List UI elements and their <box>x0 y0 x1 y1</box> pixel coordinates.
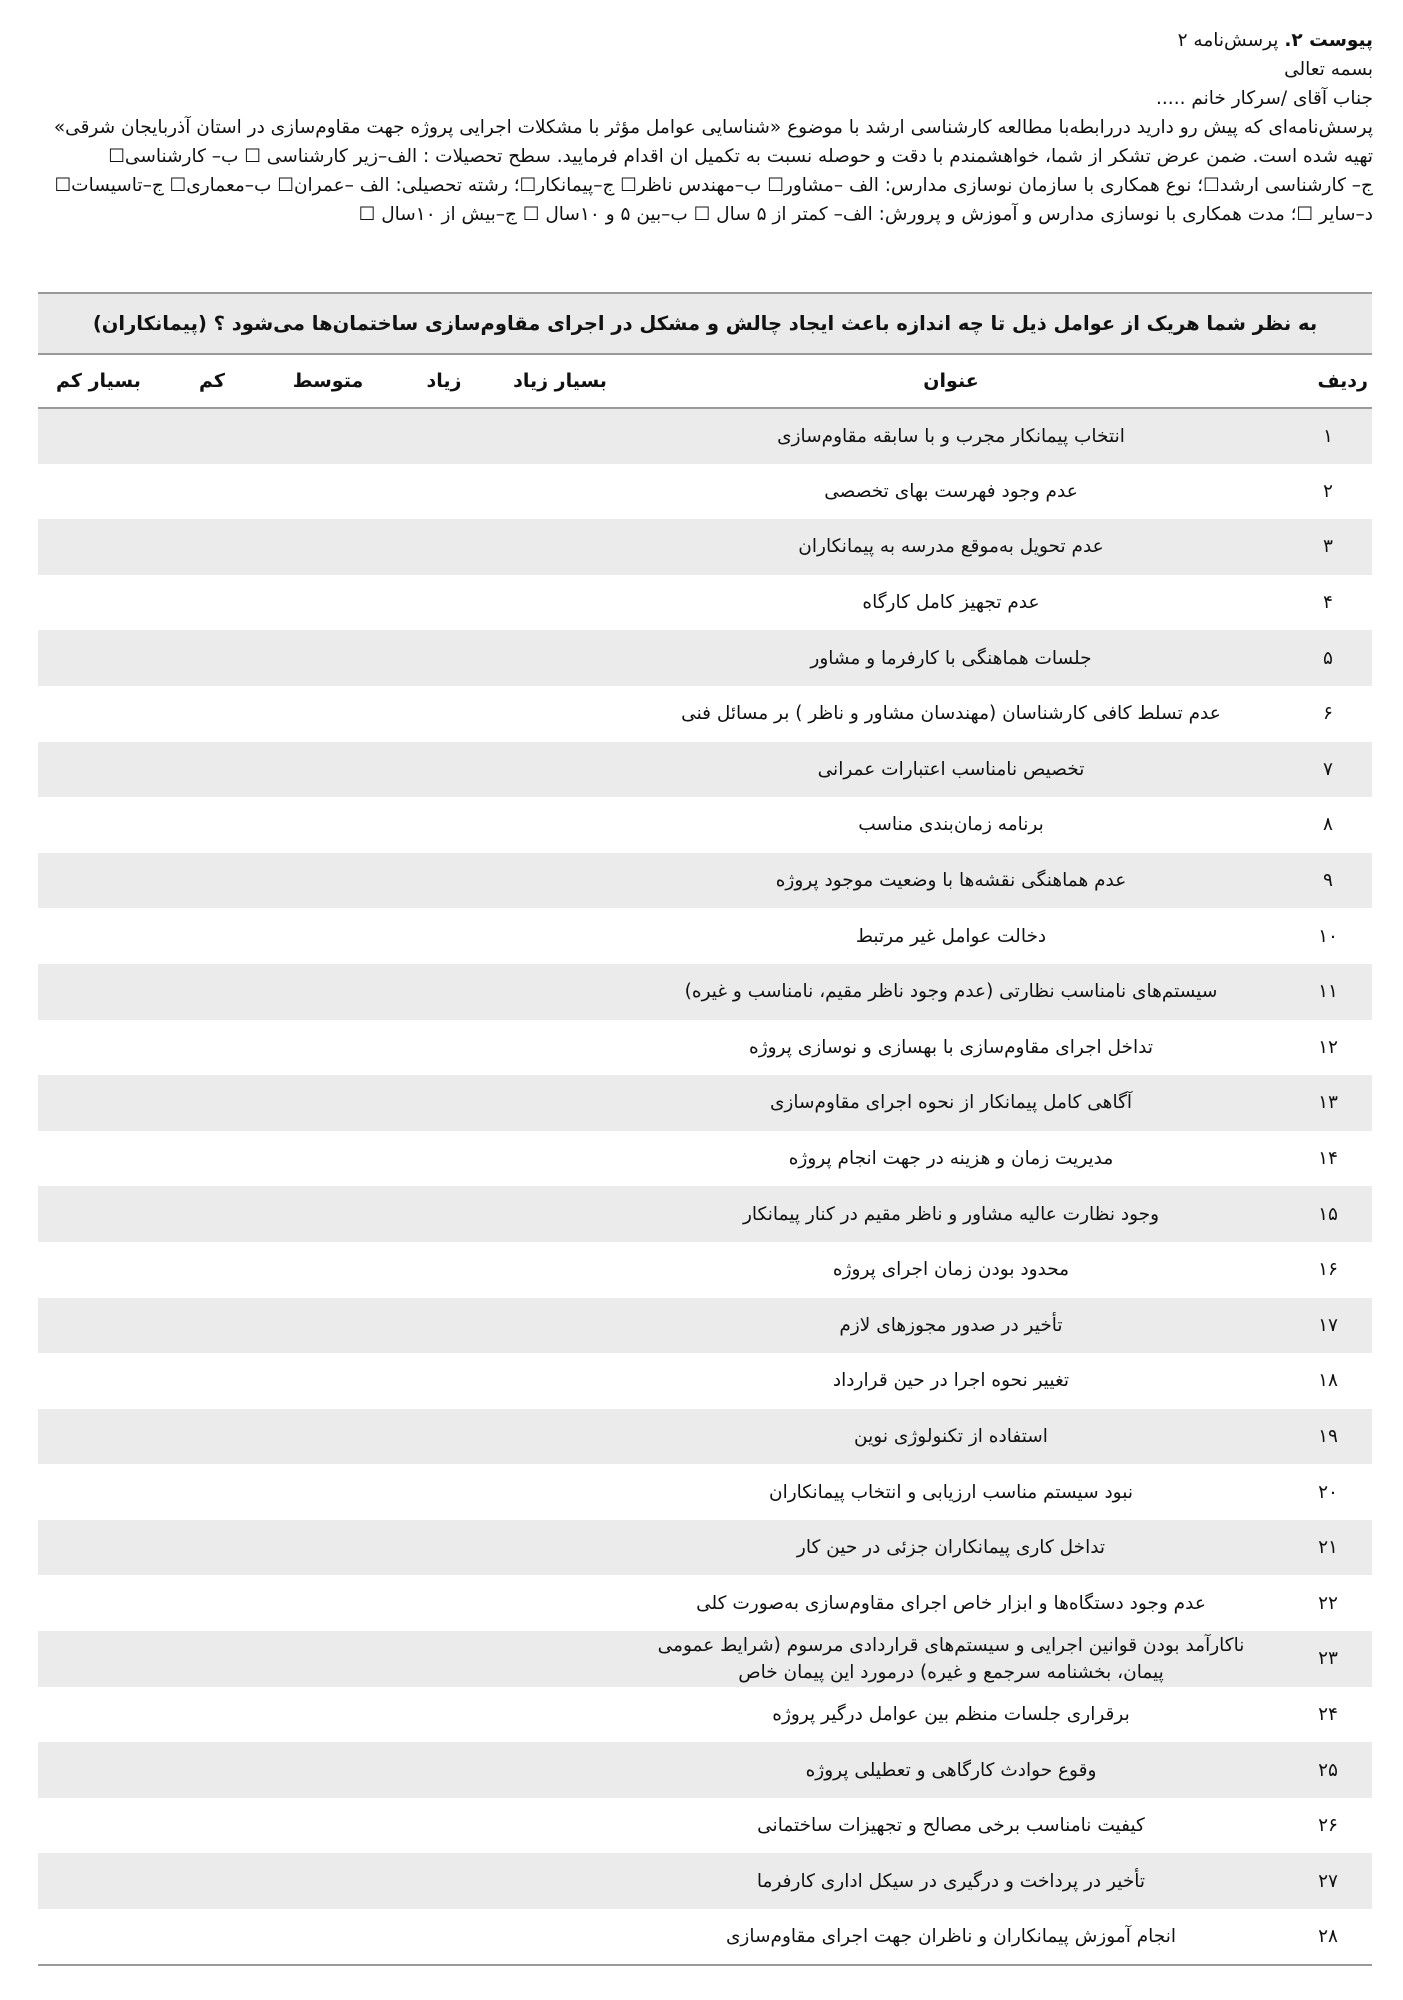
row-title: وقوع حوادث کارگاهی و تعطیلی پروژه <box>618 1742 1284 1798</box>
row-title: استفاده از تکنولوژی نوین <box>618 1409 1284 1465</box>
rating-cell-medium[interactable] <box>270 1020 386 1076</box>
rating-cell-low[interactable] <box>154 1631 270 1687</box>
rating-cell-very-high[interactable] <box>502 1020 618 1076</box>
row-number: ۱ <box>1284 408 1372 464</box>
rating-cell-very-high[interactable] <box>502 686 618 742</box>
header-medium: متوسط <box>270 354 386 408</box>
rating-cell-medium[interactable] <box>270 908 386 964</box>
row-title: تغییر نحوه اجرا در حین قرارداد <box>832 1370 1070 1392</box>
rating-cell-low[interactable] <box>154 1798 270 1854</box>
table-row <box>38 1353 1372 1409</box>
rating-cell-medium[interactable] <box>270 1186 386 1242</box>
row-title: سیستم‌های نامناسب نظارتی (عدم وجود ناظر مقیم، نامناسب و غیره) <box>618 964 1284 1020</box>
rating-cell-high[interactable] <box>386 853 502 909</box>
rating-cell-very-low[interactable] <box>38 464 154 520</box>
rating-cell-medium[interactable] <box>270 1687 386 1743</box>
rating-cell-medium[interactable] <box>270 1409 386 1465</box>
rating-cell-low[interactable] <box>154 575 270 631</box>
rating-cell-medium[interactable] <box>270 1075 386 1131</box>
rating-cell-medium[interactable] <box>270 630 386 686</box>
row-title <box>618 1631 1284 1687</box>
row-title: نبود سیستم مناسب ارزیابی و انتخاب پیمانکاران <box>769 1481 1133 1503</box>
rating-cell-low[interactable] <box>154 1742 270 1798</box>
row-number: ۷ <box>1284 742 1372 798</box>
table-row <box>38 1909 1372 1965</box>
rating-cell-low[interactable] <box>154 1186 270 1242</box>
intro-paragraph-line-3: ج– کارشناسی ارشد☐؛ نوع همکاری با سازمان نوسازی مدارس: الف –مشاور☐ ب–مهندس ناظر☐ ج–پیمانکار☐؛ رشته تحصیلی: الف –عمران☐ ب–معماری☐ ج–تاسیسات☐ <box>54 175 1373 196</box>
rating-cell-high[interactable] <box>386 575 502 631</box>
rating-cell-very-low[interactable] <box>38 1242 154 1298</box>
table-row <box>38 1242 1372 1298</box>
rating-cell-high[interactable] <box>386 1742 502 1798</box>
rating-cell-low[interactable] <box>154 1242 270 1298</box>
row-title: عدم تسلط کافی کارشناسان (مهندسان مشاور و ناظر ) بر مسائل فنی <box>681 703 1221 725</box>
appendix-heading <box>28 26 1373 55</box>
rating-cell-very-high[interactable] <box>502 1687 618 1743</box>
rating-cell-low[interactable] <box>154 519 270 575</box>
rating-cell-very-high[interactable] <box>502 1853 618 1909</box>
row-number: ۲۱ <box>1284 1520 1372 1576</box>
row-number: ۱۳ <box>1284 1075 1372 1131</box>
table-row <box>38 1575 1372 1631</box>
rating-cell-low[interactable] <box>154 1575 270 1631</box>
rating-cell-medium[interactable] <box>270 464 386 520</box>
row-title: برقراری جلسات منظم بین عوامل درگیر پروژه <box>772 1703 1130 1725</box>
rating-cell-high[interactable] <box>386 797 502 853</box>
rating-cell-low[interactable] <box>154 1075 270 1131</box>
rating-cell-very-low[interactable] <box>38 797 154 853</box>
row-title: محدود بودن زمان اجرای پروژه <box>832 1259 1070 1281</box>
header-high: زیاد <box>386 354 502 408</box>
rating-cell-medium[interactable] <box>270 1742 386 1798</box>
rating-cell-very-low[interactable] <box>38 1853 154 1909</box>
rating-cell-low[interactable] <box>154 1353 270 1409</box>
table-row <box>38 1409 1372 1465</box>
rating-cell-very-high[interactable] <box>502 1742 618 1798</box>
rating-cell-very-low[interactable] <box>38 519 154 575</box>
rating-cell-high[interactable] <box>386 464 502 520</box>
row-number: ۲۵ <box>1284 1742 1372 1798</box>
rating-cell-very-high[interactable] <box>502 1520 618 1576</box>
rating-cell-high[interactable] <box>386 1575 502 1631</box>
rating-cell-low[interactable] <box>154 408 270 464</box>
rating-cell-medium[interactable] <box>270 408 386 464</box>
row-title: عدم هماهنگی نقشه‌ها با وضعیت موجود پروژه <box>618 853 1284 909</box>
table-title-row <box>38 293 1372 354</box>
table-row <box>38 1853 1372 1909</box>
rating-cell-high[interactable] <box>386 1131 502 1187</box>
header-very-high: بسیار زیاد <box>502 354 618 408</box>
rating-cell-very-high[interactable] <box>502 1464 618 1520</box>
rating-cell-low[interactable] <box>154 1520 270 1576</box>
row-number: ۲۲ <box>1318 1592 1338 1614</box>
table-row <box>38 630 1372 686</box>
row-title: عدم تجهیز کامل کارگاه <box>862 592 1040 614</box>
row-number: ۱۸ <box>1318 1370 1338 1392</box>
row-title: عدم وجود دستگاه‌ها و ابزار خاص اجرای مقاوم‌سازی به‌صورت کلی <box>696 1592 1206 1614</box>
table-row <box>38 686 1372 742</box>
rating-cell-very-low[interactable] <box>38 1020 154 1076</box>
rating-cell-very-high[interactable] <box>502 1631 618 1687</box>
rating-cell-very-low[interactable] <box>38 1520 154 1576</box>
row-title: تأخیر در صدور مجوزهای لازم <box>618 1298 1284 1354</box>
rating-cell-high[interactable] <box>386 1020 502 1076</box>
appendix-title: پرسش‌نامه ۲ <box>1177 30 1279 51</box>
rating-cell-very-low[interactable] <box>38 686 154 742</box>
rating-cell-medium[interactable] <box>270 742 386 798</box>
row-title: برنامه زمان‌بندی مناسب <box>858 814 1044 836</box>
row-title: عدم تحویل به‌موقع مدرسه به پیمانکاران <box>618 519 1284 575</box>
rating-cell-medium[interactable] <box>270 1520 386 1576</box>
row-number: ۶ <box>1323 703 1333 725</box>
table-row <box>38 1464 1372 1520</box>
rating-cell-medium[interactable] <box>270 686 386 742</box>
rating-cell-very-high[interactable] <box>502 1242 618 1298</box>
rating-cell-high[interactable] <box>386 908 502 964</box>
rating-cell-very-low[interactable] <box>38 1298 154 1354</box>
rating-cell-very-high[interactable] <box>502 1186 618 1242</box>
rating-cell-low[interactable] <box>154 1687 270 1743</box>
questionnaire-table <box>38 292 1372 1966</box>
row-title: جلسات هماهنگی با کارفرما و مشاور <box>618 630 1284 686</box>
rating-cell-very-high[interactable] <box>502 742 618 798</box>
rating-cell-very-low[interactable] <box>38 1353 154 1409</box>
rating-cell-high[interactable] <box>386 1242 502 1298</box>
basmala: بسمه تعالی <box>1284 59 1373 80</box>
rating-cell-low[interactable] <box>154 853 270 909</box>
rating-cell-high[interactable] <box>386 742 502 798</box>
row-number: ۴ <box>1323 592 1333 614</box>
header-very-low: بسیار کم <box>38 354 154 408</box>
rating-cell-low[interactable] <box>154 964 270 1020</box>
table-row <box>38 742 1372 798</box>
rating-cell-low[interactable] <box>154 686 270 742</box>
row-number: ۸ <box>1323 814 1333 836</box>
rating-cell-very-low[interactable] <box>38 1575 154 1631</box>
rating-cell-low[interactable] <box>154 630 270 686</box>
rating-cell-high[interactable] <box>386 964 502 1020</box>
row-number: ۱۲ <box>1318 1036 1338 1058</box>
salutation: جناب آقای /سرکار خانم ..... <box>1156 88 1373 109</box>
row-title: عدم وجود فهرست بهای تخصصی <box>824 480 1078 502</box>
rating-cell-very-low[interactable] <box>38 1464 154 1520</box>
rating-cell-high[interactable] <box>386 408 502 464</box>
table-row <box>38 908 1372 964</box>
table-title: به نظر شما هریک از عوامل ذیل تا چه اندازه باعث ایجاد چالش و مشکل در اجرای مقاوم‌سازی ساختمان‌ها می‌شود ؟ (پیمانکاران) <box>38 293 1372 354</box>
row-number: ۹ <box>1284 853 1372 909</box>
table-row <box>38 1687 1372 1743</box>
header-low: کم <box>154 354 270 408</box>
rating-cell-medium[interactable] <box>270 1575 386 1631</box>
rating-cell-low[interactable] <box>154 1909 270 1965</box>
row-number: ۲۳ <box>1284 1631 1372 1687</box>
rating-cell-low[interactable] <box>154 797 270 853</box>
rating-cell-medium[interactable] <box>270 1242 386 1298</box>
table-row <box>38 575 1372 631</box>
rating-cell-very-low[interactable] <box>38 408 154 464</box>
row-title: دخالت عوامل غیر مرتبط <box>855 925 1047 947</box>
table-row <box>38 1020 1372 1076</box>
rating-cell-low[interactable] <box>154 464 270 520</box>
rating-cell-very-high[interactable] <box>502 575 618 631</box>
rating-cell-medium[interactable] <box>270 853 386 909</box>
row-number: ۵ <box>1284 630 1372 686</box>
rating-cell-very-low[interactable] <box>38 1687 154 1743</box>
rating-cell-medium[interactable] <box>270 1464 386 1520</box>
rating-cell-very-low[interactable] <box>38 853 154 909</box>
row-number: ۲۷ <box>1284 1853 1372 1909</box>
rating-cell-high[interactable] <box>386 1909 502 1965</box>
row-number: ۱۱ <box>1284 964 1372 1020</box>
rating-cell-high[interactable] <box>386 1464 502 1520</box>
table-row <box>38 1798 1372 1854</box>
rating-cell-very-high[interactable] <box>502 1353 618 1409</box>
rating-cell-high[interactable] <box>386 1186 502 1242</box>
rating-cell-high[interactable] <box>386 686 502 742</box>
table-row <box>38 1631 1372 1687</box>
row-number: ۱۶ <box>1318 1259 1338 1281</box>
rating-cell-very-high[interactable] <box>502 1075 618 1131</box>
table-row <box>38 1742 1372 1798</box>
questionnaire-table-wrapper <box>38 292 1372 1966</box>
rating-cell-very-high[interactable] <box>502 630 618 686</box>
table-row <box>38 1131 1372 1187</box>
rating-cell-medium[interactable] <box>270 575 386 631</box>
rating-cell-low[interactable] <box>154 742 270 798</box>
row-number: ۳ <box>1284 519 1372 575</box>
table-row <box>38 464 1372 520</box>
rating-cell-low[interactable] <box>154 1298 270 1354</box>
rating-cell-high[interactable] <box>386 1353 502 1409</box>
table-header-row <box>38 354 1372 408</box>
row-number: ۱۵ <box>1284 1186 1372 1242</box>
rating-cell-medium[interactable] <box>270 1131 386 1187</box>
rating-cell-high[interactable] <box>386 1409 502 1465</box>
row-title-line-2: پیمان، بخشنامه سرجمع و غیره) درمورد این پیمان خاص <box>738 1661 1164 1683</box>
row-number: ۲۰ <box>1318 1481 1338 1503</box>
appendix-label: پیوست ۲. <box>1284 30 1373 51</box>
rating-cell-high[interactable] <box>386 630 502 686</box>
row-title: آگاهی کامل پیمانکار از نحوه اجرای مقاوم‌سازی <box>618 1075 1284 1131</box>
rating-cell-very-low[interactable] <box>38 1798 154 1854</box>
rating-cell-low[interactable] <box>154 1853 270 1909</box>
rating-cell-very-low[interactable] <box>38 742 154 798</box>
rating-cell-very-high[interactable] <box>502 408 618 464</box>
rating-cell-high[interactable] <box>386 1798 502 1854</box>
header-title: عنوان <box>618 354 1284 408</box>
table-row <box>38 1075 1372 1131</box>
row-number: ۱۴ <box>1318 1148 1338 1170</box>
rating-cell-medium[interactable] <box>270 797 386 853</box>
rating-cell-very-low[interactable] <box>38 575 154 631</box>
rating-cell-high[interactable] <box>386 1520 502 1576</box>
rating-cell-very-high[interactable] <box>502 464 618 520</box>
rating-cell-very-low[interactable] <box>38 908 154 964</box>
rating-cell-medium[interactable] <box>270 964 386 1020</box>
rating-cell-low[interactable] <box>154 908 270 964</box>
table-row <box>38 519 1372 575</box>
rating-cell-medium[interactable] <box>270 1631 386 1687</box>
rating-cell-very-high[interactable] <box>502 1131 618 1187</box>
table-row <box>38 408 1372 464</box>
rating-cell-medium[interactable] <box>270 1798 386 1854</box>
row-number: ۱۷ <box>1284 1298 1372 1354</box>
row-title: تخصیص نامناسب اعتبارات عمرانی <box>618 742 1284 798</box>
rating-cell-very-high[interactable] <box>502 1798 618 1854</box>
rating-cell-very-low[interactable] <box>38 1075 154 1131</box>
header-num: ردیف <box>1284 354 1372 408</box>
rating-cell-very-high[interactable] <box>502 1409 618 1465</box>
rating-cell-very-low[interactable] <box>38 1409 154 1465</box>
rating-cell-very-high[interactable] <box>502 853 618 909</box>
table-row <box>38 853 1372 909</box>
rating-cell-very-low[interactable] <box>38 1131 154 1187</box>
intro-paragraph-line-1: پرسش‌نامه‌ای که پیش رو دارید دررابطه‌با مطالعه کارشناسی ارشد با موضوع «شناسایی عوامل مؤثر با مشکلات اجرایی پروژه جهت مقاوم‌سازی در استان آذربایجان شرقی» <box>53 117 1373 138</box>
rating-cell-very-low[interactable] <box>38 630 154 686</box>
rating-cell-very-high[interactable] <box>502 964 618 1020</box>
rating-cell-very-low[interactable] <box>38 1909 154 1965</box>
row-title: تداخل کاری پیمانکاران جزئی در حین کار <box>618 1520 1284 1576</box>
table-row <box>38 1520 1372 1576</box>
rating-cell-very-high[interactable] <box>502 1909 618 1965</box>
rating-cell-very-low[interactable] <box>38 1186 154 1242</box>
rating-cell-high[interactable] <box>386 1631 502 1687</box>
intro-paragraph-line-2: تهیه شده است. ضمن عرض تشکر از شما، خواهشمندم با دقت و حوصله نسبت به تکمیل ان اقدام فرمایید. سطح تحصیلات : الف–زیر کارشناسی ☐ ب– کارشناسی☐ <box>108 146 1373 167</box>
row-number: ۱۹ <box>1284 1409 1372 1465</box>
rating-cell-medium[interactable] <box>270 1298 386 1354</box>
row-title: تداخل اجرای مقاوم‌سازی با بهسازی و نوسازی پروژه <box>749 1036 1153 1058</box>
rating-cell-very-low[interactable] <box>38 964 154 1020</box>
row-title: انتخاب پیمانکار مجرب و با سابقه مقاوم‌سازی <box>618 408 1284 464</box>
rating-cell-low[interactable] <box>154 1409 270 1465</box>
rating-cell-medium[interactable] <box>270 519 386 575</box>
intro-paragraph-line-4: د–سایر ☐؛ مدت همکاری با نوسازی مدارس و آموزش و پرورش: الف– کمتر از ۵ سال ☐ ب–بین ۵ و ۱۰سال ☐ ج–بیش از ۱۰سال ☐ <box>358 204 1373 225</box>
row-title: کیفیت نامناسب برخی مصالح و تجهیزات ساختمانی <box>757 1815 1145 1837</box>
rating-cell-very-high[interactable] <box>502 797 618 853</box>
row-title: مدیریت زمان و هزینه در جهت انجام پروژه <box>788 1148 1114 1170</box>
rating-cell-medium[interactable] <box>270 1353 386 1409</box>
row-number: ۱۰ <box>1318 925 1338 947</box>
row-number: ۲۶ <box>1318 1815 1338 1837</box>
rating-cell-very-low[interactable] <box>38 1631 154 1687</box>
row-title: تأخیر در پرداخت و درگیری در سیکل اداری کارفرما <box>618 1853 1284 1909</box>
row-number: ۲ <box>1323 480 1333 502</box>
table-row <box>38 797 1372 853</box>
rating-cell-low[interactable] <box>154 1464 270 1520</box>
rating-cell-very-low[interactable] <box>38 1742 154 1798</box>
table-row <box>38 1298 1372 1354</box>
rating-cell-low[interactable] <box>154 1131 270 1187</box>
rating-cell-high[interactable] <box>386 1687 502 1743</box>
rating-cell-medium[interactable] <box>270 1909 386 1965</box>
table-body <box>38 408 1372 1965</box>
rating-cell-high[interactable] <box>386 519 502 575</box>
row-number: ۲۸ <box>1284 1909 1372 1965</box>
rating-cell-very-high[interactable] <box>502 908 618 964</box>
row-title-line-1: ناکارآمد بودن قوانین اجرایی و سیستم‌های قراردادی مرسوم (شرایط عمومی <box>657 1634 1245 1656</box>
row-title-multiline <box>658 1632 1245 1686</box>
table-row <box>38 964 1372 1020</box>
row-title: وجود نظارت عالیه مشاور و ناظر مقیم در کنار پیمانکار <box>618 1186 1284 1242</box>
rating-cell-high[interactable] <box>386 1853 502 1909</box>
rating-cell-medium[interactable] <box>270 1853 386 1909</box>
row-number: ۲۴ <box>1318 1703 1338 1725</box>
row-title: انجام آموزش پیمانکاران و ناظران جهت اجرای مقاوم‌سازی <box>618 1909 1284 1965</box>
rating-cell-high[interactable] <box>386 1298 502 1354</box>
questionnaire-intro <box>28 26 1373 229</box>
rating-cell-low[interactable] <box>154 1020 270 1076</box>
rating-cell-very-high[interactable] <box>502 519 618 575</box>
rating-cell-very-high[interactable] <box>502 1575 618 1631</box>
rating-cell-high[interactable] <box>386 1075 502 1131</box>
table-row <box>38 1186 1372 1242</box>
rating-cell-very-high[interactable] <box>502 1298 618 1354</box>
